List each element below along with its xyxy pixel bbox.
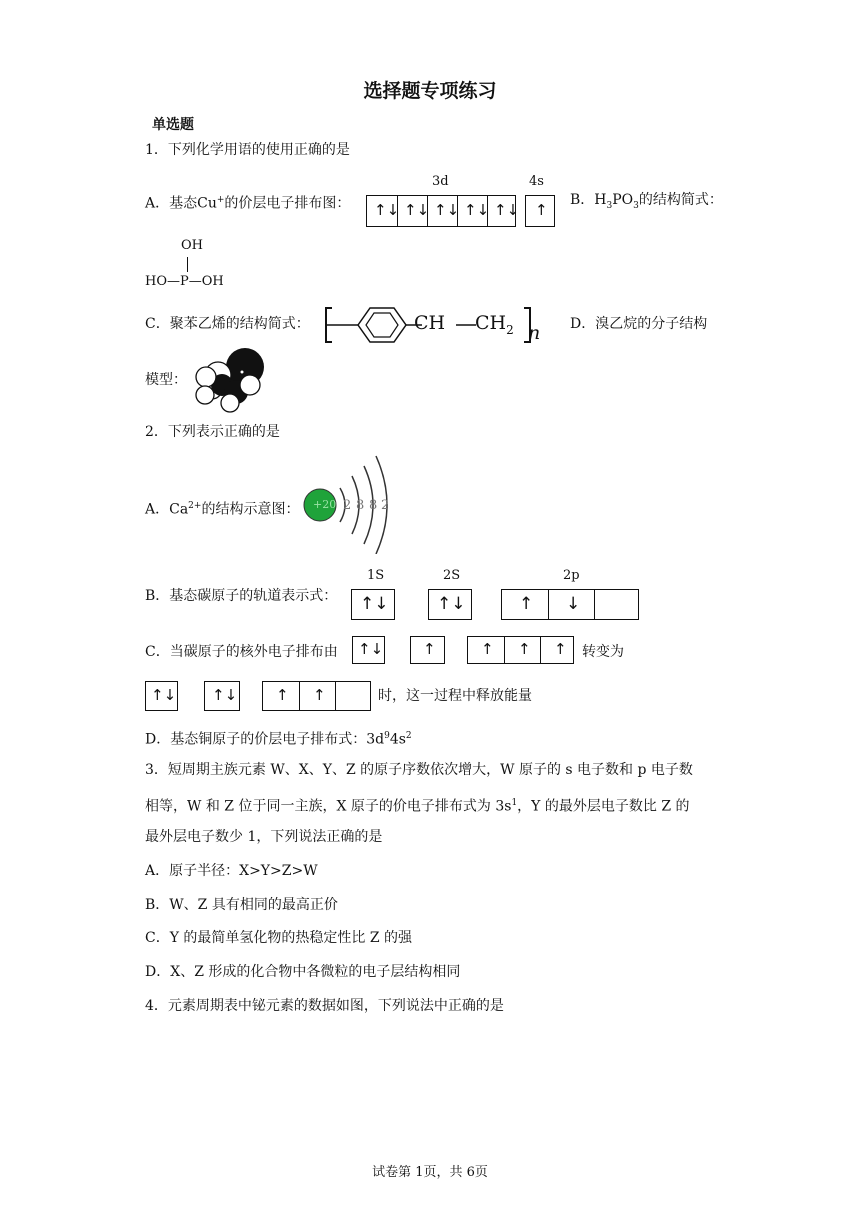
- q3-option-a: A．原子半径：X>Y>Z>W: [145, 863, 318, 879]
- q3-option-d: D．X、Z 形成的化合物中各微粒的电子层结构相同: [145, 964, 461, 980]
- q1-b-sub: 3: [606, 200, 613, 211]
- ch2-text: [475, 312, 514, 337]
- up-down-arrow-icon: ↑↓: [464, 201, 490, 219]
- up-down-arrow-icon: ↑↓: [437, 594, 466, 614]
- orbital-box: [204, 681, 240, 711]
- q4-stem: 4．元素周期表中铋元素的数据如图，下列说法中正确的是: [145, 998, 504, 1014]
- n-subscript: n: [528, 322, 541, 344]
- orbital-cell: [427, 196, 460, 226]
- up-arrow-icon: ↑: [535, 201, 548, 219]
- up-arrow-icon: ↑: [313, 686, 326, 704]
- orbital-cell: [502, 590, 548, 619]
- orbital-cell: [335, 682, 372, 710]
- up-down-arrow-icon: ↑↓: [494, 201, 520, 219]
- orbital-cell: [487, 196, 520, 226]
- label-3d: 3d: [432, 174, 449, 189]
- q1-option-c: C．聚苯乙烯的结构简式：: [145, 316, 310, 332]
- shell-4: 2: [381, 498, 390, 513]
- orbital-1s-box: [351, 589, 395, 620]
- q2-d-sup: 9: [384, 731, 390, 741]
- q3-line-2: [145, 793, 690, 817]
- orbital-cell: [397, 196, 430, 226]
- orbital-cell: [594, 590, 640, 619]
- ch2-sub: 2: [506, 322, 514, 337]
- orbital-box: [410, 636, 445, 664]
- orbital-cell: [457, 196, 490, 226]
- q2-option-d: [145, 726, 412, 750]
- label-2p: 2p: [563, 568, 580, 583]
- down-arrow-icon: ↓: [566, 594, 581, 614]
- h3po3-oh-top: OH: [181, 238, 203, 253]
- bromoethane-model-image: [192, 345, 272, 415]
- q2-c-mid: 转变为: [582, 644, 624, 660]
- q1-stem: 1．下列化学用语的使用正确的是: [145, 142, 350, 158]
- up-arrow-icon: ↑: [423, 640, 436, 658]
- orbital-cell: [367, 196, 400, 226]
- q2-a-sup: 2+: [188, 501, 202, 511]
- orbital-3d-box: [366, 195, 520, 227]
- orbital-box: [262, 681, 371, 711]
- orbital-box: [352, 636, 385, 664]
- shell-1: 2: [343, 498, 352, 513]
- h3po3-structure: HO—P—OH: [145, 274, 224, 289]
- q3-line2-sup: 1: [511, 798, 518, 808]
- q1-option-a: [145, 190, 350, 214]
- up-down-arrow-icon: ↑↓: [374, 201, 400, 219]
- ch2-base: CH: [475, 312, 507, 334]
- page-footer: 试卷第 1页，共 6页: [372, 1165, 488, 1180]
- q2-a-prefix: A．Ca: [145, 501, 189, 518]
- label-1s: 1S: [367, 568, 385, 583]
- orbital-2s-box: [428, 589, 472, 620]
- label-4s: 4s: [529, 174, 544, 189]
- orbital-cell: [468, 637, 504, 663]
- shell-3: 8: [369, 498, 378, 513]
- q1-b-mid: PO: [612, 192, 634, 208]
- q1-b-suffix: 的结构简式：: [638, 192, 723, 208]
- up-arrow-icon: ↑: [519, 594, 534, 614]
- q3-option-b: B．W、Z 具有相同的最高正价: [145, 897, 338, 913]
- q2-option-c: C．当碳原子的核外电子排布由: [145, 644, 338, 660]
- bond-line: [187, 257, 188, 272]
- up-arrow-icon: ↑: [276, 686, 289, 704]
- q2-c-end: 时，这一过程中释放能量: [378, 688, 532, 704]
- orbital-box: [145, 681, 178, 711]
- page-title: 选择题专项练习: [363, 80, 497, 102]
- up-down-arrow-icon: ↑↓: [434, 201, 460, 219]
- q1-a-prefix: A．基态Cu: [145, 195, 217, 212]
- up-arrow-icon: ↑: [554, 640, 567, 658]
- q1-option-d: D．溴乙烷的分子结构: [570, 316, 708, 332]
- orbital-cell: [263, 682, 299, 710]
- up-down-arrow-icon: ↑↓: [151, 686, 177, 704]
- orbital-cell: [504, 637, 540, 663]
- q1-a-sup: +: [216, 195, 225, 205]
- q1-d-model-label: 模型：: [145, 372, 187, 388]
- q3-line2-a: 相等，W 和 Z 位于同一主族，X 原子的价电子排布式为 3s: [145, 798, 512, 815]
- up-down-arrow-icon: ↑↓: [212, 686, 238, 704]
- orbital-4s-box: [525, 195, 555, 227]
- q2-option-a: [145, 496, 299, 520]
- q3-line-3: 最外层电子数少 1，下列说法正确的是: [145, 829, 383, 845]
- section-heading: 单选题: [152, 117, 194, 133]
- up-down-arrow-icon: ↑↓: [360, 594, 389, 614]
- ch-text: CH: [414, 312, 446, 334]
- orbital-cell: [540, 637, 575, 663]
- q1-b-sub: 3: [633, 200, 639, 211]
- orbital-box: [467, 636, 574, 664]
- orbital-cell: [548, 590, 594, 619]
- q2-d-mid: 4s: [389, 731, 406, 748]
- q1-option-b: [570, 190, 723, 216]
- up-down-arrow-icon: ↑↓: [358, 640, 384, 658]
- q3-option-c: C．Y 的最简单氢化物的热稳定性比 Z 的强: [145, 930, 413, 946]
- q2-d-prefix: D．基态铜原子的价层电子排布式：3d: [145, 731, 385, 748]
- up-arrow-icon: ↑: [481, 640, 494, 658]
- q3-line-1: 3．短周期主族元素 W、X、Y、Z 的原子序数依次增大，W 原子的 s 电子数和 p 电子数: [145, 762, 693, 778]
- orbital-2p-box: [501, 589, 639, 620]
- q2-stem: 2．下列表示正确的是: [145, 424, 280, 440]
- q2-d-sup: 2: [405, 731, 412, 741]
- label-2s: 2S: [443, 568, 461, 583]
- q3-line2-b: ，Y 的最外层电子数比 Z 的: [517, 798, 690, 815]
- q1-b-prefix: B．H: [570, 192, 607, 208]
- up-down-arrow-icon: ↑↓: [404, 201, 430, 219]
- up-arrow-icon: ↑: [518, 640, 531, 658]
- q2-a-suffix: 的结构示意图：: [201, 501, 300, 518]
- orbital-cell: [299, 682, 335, 710]
- q2-option-b: B．基态碳原子的轨道表示式：: [145, 588, 338, 604]
- nucleus-charge: +20: [313, 498, 337, 511]
- shell-2: 8: [356, 498, 365, 513]
- q1-a-suffix: 的价层电子排布图：: [224, 195, 351, 212]
